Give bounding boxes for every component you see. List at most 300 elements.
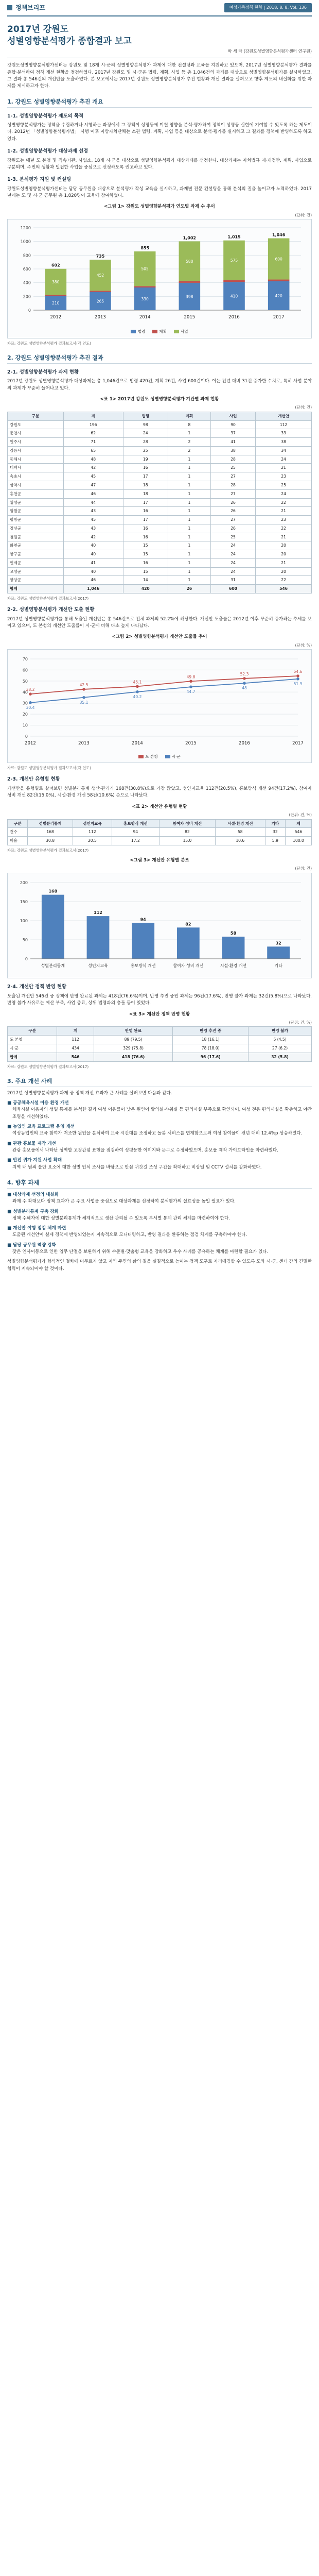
table-cell: 합계 bbox=[8, 585, 64, 594]
table-cell: 1 bbox=[168, 550, 210, 559]
table-cell: 96 (17.6) bbox=[173, 1053, 249, 1061]
table-header-cell: 계 bbox=[286, 819, 312, 828]
section-4-title: 4. 향후 과제 bbox=[7, 1178, 312, 1189]
table-cell: 8 bbox=[168, 420, 210, 429]
table-cell: 1 bbox=[168, 541, 210, 550]
table-cell: 40 bbox=[63, 567, 123, 576]
bar bbox=[87, 916, 110, 959]
chart-2-box bbox=[7, 649, 312, 763]
table-2-unit: (단위: 건, %) bbox=[289, 812, 312, 817]
title-block bbox=[7, 16, 312, 58]
x-tick-label: 2016 bbox=[228, 315, 240, 320]
x-tick-label: 시설·환경 개선 bbox=[220, 963, 247, 968]
table-cell: 28 bbox=[210, 455, 255, 464]
table-cell: 14 bbox=[123, 576, 168, 585]
case-item-body: 체육시설 이용자의 성별 통계를 분석한 결과 여성 이용률이 낮은 원인이 탈의실·샤워실 등 편의시설 부족으로 확인되어, 여성 전용 편의시설을 확충하고 야간 조명을 개선하였다. bbox=[12, 1107, 312, 1120]
case-item-head: ■ 관광 홍보물 제작 개선 bbox=[7, 1141, 56, 1146]
table-2-header-row bbox=[8, 819, 312, 828]
table-row bbox=[8, 507, 312, 516]
y-tick-label: 30 bbox=[22, 701, 28, 706]
table-cell: 34 bbox=[256, 446, 312, 455]
x-tick-label: 성별분리통계 bbox=[41, 963, 65, 968]
table-cell: 1 bbox=[168, 507, 210, 516]
table-cell: 속초시 bbox=[8, 472, 64, 481]
table-cell: 1 bbox=[168, 558, 210, 567]
y-tick-label: 600 bbox=[23, 267, 31, 272]
case-item bbox=[7, 1157, 312, 1171]
total-label: 735 bbox=[96, 254, 105, 259]
data-point bbox=[82, 688, 85, 691]
case-item-head: ■ 공공체육시설 이용 환경 개선 bbox=[7, 1100, 69, 1106]
table-cell: 강릉시 bbox=[8, 446, 64, 455]
table-cell: 춘천시 bbox=[8, 429, 64, 438]
table-header-cell: 계 bbox=[63, 412, 123, 420]
data-label: 44.7 bbox=[186, 689, 196, 694]
data-point bbox=[243, 677, 246, 680]
x-tick-label: 성인지교육 bbox=[88, 963, 108, 968]
table-3-header-row bbox=[8, 1027, 312, 1036]
table-cell: 도 본청 bbox=[8, 1036, 57, 1044]
table-cell: 112 bbox=[256, 420, 312, 429]
title-line-2: 성별영향분석평가 종합결과 보고 bbox=[7, 36, 132, 46]
table-cell: 화천군 bbox=[8, 541, 64, 550]
y-tick-label: 50 bbox=[22, 679, 28, 684]
table-header-cell: 반영 불가 bbox=[249, 1027, 312, 1036]
table-cell: 98 bbox=[123, 420, 168, 429]
x-tick-label: 2017 bbox=[292, 741, 304, 747]
bar bbox=[42, 895, 64, 959]
bar-segment bbox=[223, 280, 245, 282]
issue-badge: 여성가족정책 현황 | 2018. 8. 8. Vol. 136 bbox=[224, 3, 312, 12]
section-3-text: 2017년 성별영향분석평가 과제 중 정책 개선 효과가 큰 사례를 살펴보면 다음과 같다. bbox=[7, 1090, 172, 1096]
table-2 bbox=[7, 819, 312, 845]
table-cell: 26 bbox=[210, 498, 255, 507]
table-cell: 인제군 bbox=[8, 558, 64, 567]
table-1-unit: (단위: 건) bbox=[295, 405, 312, 410]
table-row bbox=[8, 550, 312, 559]
section-1-2-text: 강원도는 매년 도 본청 및 직속기관, 사업소, 18개 시·군을 대상으로 성별영향분석평가 대상과제를 선정한다. 대상과제는 자치법규 제·개정안, 계획, 사업으로 구분되며, 주민의 생활과 밀접한 사업을 중심으로 선정하도록 권고하고 있다. bbox=[7, 158, 312, 170]
task-item bbox=[7, 1225, 312, 1239]
table-cell: 2 bbox=[168, 438, 210, 447]
data-point bbox=[136, 690, 139, 693]
x-tick-label: 2015 bbox=[185, 741, 197, 747]
section-2-title: 2. 강원도 성별영향분석평가 추진 결과 bbox=[7, 353, 312, 364]
x-tick-label: 2014 bbox=[132, 741, 143, 747]
task-item-head: ■ 성별분리통계 구축 강화 bbox=[7, 1209, 59, 1214]
data-label: 600 bbox=[275, 257, 282, 262]
case-item-body: 관광 홍보물에서 나타난 성역할 고정관념 표현을 점검하여 성평등한 이미지와 문구로 수정하였으며, 홍보물 제작 가이드라인을 마련하였다. bbox=[12, 1147, 278, 1153]
x-tick-label: 홍보방식 개선 bbox=[130, 963, 156, 968]
table-cell: 17.2 bbox=[112, 837, 159, 845]
brand-label: 정책브리프 bbox=[15, 4, 45, 11]
section-2-4-title: 2-4. 개선안 정책 반영 현황 bbox=[7, 984, 67, 990]
x-tick-label: 2017 bbox=[273, 315, 285, 320]
closing-paragraph: 성별영향분석평가가 형식적인 절차에 머무르지 않고 지역 주민의 삶의 질을 실질적으로 높이는 정책 도구로 자리매김할 수 있도록 도와 시·군, 센터 간의 긴밀한 협력이 지속되어야 할 것이다. bbox=[7, 1259, 312, 1272]
table-cell: 100.0 bbox=[286, 837, 312, 845]
table-cell: 89 (79.5) bbox=[94, 1036, 172, 1044]
table-cell: 정선군 bbox=[8, 524, 64, 533]
legend-swatch bbox=[152, 330, 157, 333]
legend-label: 계획 bbox=[159, 329, 167, 334]
data-label: 505 bbox=[141, 267, 149, 272]
table-cell: 1 bbox=[168, 489, 210, 498]
table-cell: 25 bbox=[123, 446, 168, 455]
case-item-body: 여성농업인의 교육 참여가 저조한 원인을 분석하여 교육 시간대를 조정하고 돌봄 서비스를 연계함으로써 여성 참여율이 전년 대비 12.4%p 상승하였다. bbox=[12, 1131, 303, 1137]
x-tick-label: 참여자 성비 개선 bbox=[173, 963, 204, 968]
table-cell: 24 bbox=[210, 541, 255, 550]
table-1-source: 자료: 강원도 성별영향분석평가 결과보고서(2017) bbox=[7, 596, 89, 601]
table-header-cell: 기타 bbox=[265, 819, 285, 828]
table-cell: 1 bbox=[168, 516, 210, 524]
data-point bbox=[29, 701, 32, 704]
table-cell: 1 bbox=[168, 472, 210, 481]
table-cell: 21 bbox=[256, 464, 312, 472]
table-cell: 25 bbox=[210, 533, 255, 541]
data-label: 210 bbox=[52, 301, 60, 306]
table-row bbox=[8, 446, 312, 455]
table-row bbox=[8, 472, 312, 481]
data-label: 575 bbox=[230, 258, 238, 263]
section-2-2-title: 2-2. 성별영향분석평가 개선안 도출 현황 bbox=[7, 607, 95, 613]
table-cell: 38 bbox=[210, 446, 255, 455]
table-header-cell: 참여자 성비 개선 bbox=[160, 819, 216, 828]
data-label: 112 bbox=[94, 910, 102, 916]
table-header-cell: 계 bbox=[57, 1027, 94, 1036]
task-item bbox=[7, 1209, 312, 1223]
total-label: 1,002 bbox=[183, 235, 196, 241]
table-header-cell: 반영 추진 중 bbox=[173, 1027, 249, 1036]
data-label: 452 bbox=[96, 273, 104, 278]
table-cell: 16 bbox=[123, 507, 168, 516]
table-cell: 철원군 bbox=[8, 533, 64, 541]
intro-paragraph: 강원도성별영향분석평가센터는 강원도 및 18개 시·군의 성별영향분석평가 과제에 대한 컨설팅과 교육을 지원하고 있으며, 2017년 성별영향분석평가 결과를 종합·분석하여 정책 개선 현황을 점검하였다. 2017년 강원도 및 시·군은 법령, 계획, 사업 등 총 1,046건의 과제를 대상으로 성별영향분석평가를 실시하였고, 그 결과 총 546건의 개선안을 도출하였다. 본 보고에서는 2017년 강원도 성별영향분석평가 추진 현황과 개선 결과를 살펴보고 향후 제도의 내실화를 위한 과제를 제시하고자 한다. bbox=[7, 63, 312, 89]
table-cell: 24 bbox=[256, 489, 312, 498]
table-cell: 420 bbox=[123, 585, 168, 594]
table-cell: 418 (76.6) bbox=[94, 1053, 172, 1061]
table-header-cell: 사업 bbox=[210, 412, 255, 420]
table-cell: 546 bbox=[256, 585, 312, 594]
table-cell: 27 bbox=[210, 489, 255, 498]
data-label: 330 bbox=[141, 297, 149, 302]
table-cell: 동해시 bbox=[8, 455, 64, 464]
table-cell: 45 bbox=[63, 472, 123, 481]
legend-swatch bbox=[138, 755, 144, 758]
case-item bbox=[7, 1141, 312, 1155]
data-label: 38.2 bbox=[26, 687, 35, 692]
data-label: 45.1 bbox=[133, 680, 142, 685]
table-cell: 71 bbox=[63, 438, 123, 447]
data-point bbox=[189, 680, 192, 683]
brand bbox=[7, 3, 45, 13]
table-3-body bbox=[8, 1036, 312, 1061]
total-label: 602 bbox=[51, 263, 60, 268]
y-tick-label: 50 bbox=[22, 937, 28, 942]
table-cell: 21 bbox=[256, 533, 312, 541]
y-tick-label: 100 bbox=[20, 918, 28, 923]
table-cell: 홍천군 bbox=[8, 489, 64, 498]
section-1-3-text: 강원도성별영향분석평가센터는 담당 공무원을 대상으로 분석평가 작성 교육을 실시하고, 과제별 전문 컨설팅을 통해 분석의 질을 높이고자 노력하였다. 2017년에는 도 및 시·군 공무원 총 1,820명이 교육에 참여하였다. bbox=[7, 186, 312, 199]
chart-1-caption: <그림 1> 강원도 성별영향분석평가 연도별 과제 수 추이 bbox=[104, 204, 215, 210]
y-tick-label: 60 bbox=[22, 668, 28, 673]
table-cell: 46 bbox=[63, 576, 123, 585]
table-cell: 42 bbox=[63, 533, 123, 541]
table-1-caption: <표 1> 2017년 강원도 성별영향분석평가 기관별 과제 현황 bbox=[100, 396, 219, 402]
table-row bbox=[8, 567, 312, 576]
table-cell: 26 bbox=[168, 585, 210, 594]
table-cell: 24 bbox=[210, 558, 255, 567]
table-3-source: 자료: 강원도 성별영향분석평가 결과보고서(2017) bbox=[7, 1064, 89, 1069]
table-cell: 27 bbox=[210, 516, 255, 524]
table-total-row bbox=[8, 1053, 312, 1061]
legend-item bbox=[152, 329, 167, 335]
y-tick-label: 0 bbox=[28, 308, 31, 313]
data-label: 32 bbox=[275, 941, 281, 946]
legend-item bbox=[165, 754, 181, 760]
table-header-cell: 성인지교육 bbox=[73, 819, 112, 828]
bar bbox=[267, 946, 290, 959]
table-3 bbox=[7, 1026, 312, 1061]
table-row bbox=[8, 533, 312, 541]
legend-label: 사업 bbox=[180, 329, 188, 334]
table-cell: 건수 bbox=[8, 828, 28, 837]
section-1-1-title: 1-1. 성별영향분석평가 제도의 목적 bbox=[7, 113, 84, 119]
table-row bbox=[8, 429, 312, 438]
table-cell: 546 bbox=[57, 1053, 94, 1061]
table-cell: 37 bbox=[210, 429, 255, 438]
total-label: 1,015 bbox=[227, 235, 241, 240]
table-2-source: 자료: 강원도 성별영향분석평가 결과보고서(2017) bbox=[7, 848, 89, 853]
y-tick-label: 1200 bbox=[20, 226, 31, 231]
data-point bbox=[82, 696, 85, 699]
table-cell: 원주시 bbox=[8, 438, 64, 447]
chart-1-svg bbox=[10, 222, 308, 325]
table-row bbox=[8, 516, 312, 524]
table-cell: 43 bbox=[63, 507, 123, 516]
table-cell: 28 bbox=[123, 438, 168, 447]
x-tick-label: 기타 bbox=[274, 963, 282, 968]
section-2-2-text: 2017년 성별영향분석평가를 통해 도출된 개선안은 총 546건으로 전체 과제의 52.2%에 해당한다. 개선안 도출률은 2012년 이후 꾸준히 증가하는 추세를 보이고 있으며, 도 본청의 개선안 도출률이 시·군에 비해 다소 높게 나타났다. bbox=[7, 616, 312, 629]
table-cell: 영월군 bbox=[8, 507, 64, 516]
table-header-cell: 성별분리통계 bbox=[28, 819, 73, 828]
table-cell: 46 bbox=[63, 489, 123, 498]
table-1-header-row bbox=[8, 412, 312, 420]
task-list bbox=[7, 1192, 312, 1256]
y-tick-label: 400 bbox=[23, 281, 31, 286]
table-cell: 196 bbox=[63, 420, 123, 429]
table-cell: 62 bbox=[63, 429, 123, 438]
legend-item bbox=[131, 329, 145, 335]
table-cell: 26 bbox=[210, 524, 255, 533]
chart-3-unit: (단위: 건) bbox=[295, 866, 312, 871]
legend-label: 시·군 bbox=[171, 754, 181, 759]
section-2-3-text: 개선안을 유형별로 살펴보면 성별분리통계 생산·관리가 168건(30.8%)으로 가장 많았고, 성인지교육 112건(20.5%), 홍보방식 개선 94건(17.2%), 참여자 성비 개선 82건(15.0%), 시설·환경 개선 58건(10.6%) 순으로 나타났다. bbox=[7, 786, 312, 799]
task-item-body: 도출된 개선안이 실제 정책에 반영되었는지 지속적으로 모니터링하고, 반영 결과를 환류하는 점검 체계를 구축하여야 한다. bbox=[12, 1232, 247, 1238]
table-cell: 평창군 bbox=[8, 516, 64, 524]
x-tick-label: 2014 bbox=[139, 315, 151, 320]
table-1 bbox=[7, 412, 312, 594]
table-cell: 22 bbox=[256, 576, 312, 585]
table-row bbox=[8, 464, 312, 472]
bar bbox=[222, 937, 245, 959]
chart-2-unit: (단위: %) bbox=[295, 642, 312, 648]
table-cell: 1 bbox=[168, 576, 210, 585]
table-row bbox=[8, 558, 312, 567]
data-point bbox=[296, 674, 299, 677]
total-label: 855 bbox=[140, 246, 150, 251]
table-cell: 168 bbox=[28, 828, 73, 837]
data-label: 48 bbox=[242, 686, 247, 691]
y-tick-label: 800 bbox=[23, 253, 31, 258]
table-cell: 15.0 bbox=[160, 837, 216, 845]
table-cell: 비율 bbox=[8, 837, 28, 845]
table-cell: 546 bbox=[286, 828, 312, 837]
table-row bbox=[8, 489, 312, 498]
top-header bbox=[7, 0, 312, 16]
table-cell: 양구군 bbox=[8, 550, 64, 559]
section-2-1-title: 2-1. 성별영향분석평가 과제 현황 bbox=[7, 369, 79, 375]
table-cell: 태백시 bbox=[8, 464, 64, 472]
table-cell: 횡성군 bbox=[8, 498, 64, 507]
table-cell: 23 bbox=[256, 472, 312, 481]
bar-segment bbox=[268, 280, 290, 281]
table-cell: 24 bbox=[210, 567, 255, 576]
chart-2-source: 자료: 강원도 성별영향분석평가 결과보고서(각 연도) bbox=[7, 766, 91, 771]
section-1-title: 1. 강원도 성별영향분석평가 추진 개요 bbox=[7, 97, 312, 108]
legend-label: 법령 bbox=[137, 329, 146, 334]
table-cell: 17 bbox=[123, 472, 168, 481]
table-header-cell: 구분 bbox=[8, 1027, 57, 1036]
table-cell: 41 bbox=[210, 438, 255, 447]
x-tick-label: 2015 bbox=[184, 315, 196, 320]
data-label: 30.4 bbox=[26, 705, 35, 710]
table-cell: 112 bbox=[73, 828, 112, 837]
x-tick-label: 2016 bbox=[239, 741, 250, 747]
table-cell: 43 bbox=[63, 524, 123, 533]
table-3-caption: <표 3> 개선안 정책 반영 현황 bbox=[129, 1011, 190, 1017]
case-item-head: ■ 농업인 교육 프로그램 운영 개선 bbox=[7, 1124, 75, 1129]
page-title bbox=[7, 24, 312, 47]
table-row bbox=[8, 524, 312, 533]
table-cell: 시·군 bbox=[8, 1044, 57, 1053]
y-tick-label: 150 bbox=[20, 899, 28, 904]
chart-2-caption: <그림 2> 성별영향분석평가 개선안 도출률 추이 bbox=[112, 634, 207, 640]
table-cell: 합계 bbox=[8, 1053, 57, 1061]
table-cell: 1 bbox=[168, 524, 210, 533]
total-label: 1,046 bbox=[272, 232, 286, 238]
table-cell: 5 (4.5) bbox=[249, 1036, 312, 1044]
data-label: 49.8 bbox=[186, 674, 196, 680]
table-row bbox=[8, 576, 312, 585]
table-cell: 434 bbox=[57, 1044, 94, 1053]
legend-label: 도 본청 bbox=[145, 754, 158, 759]
table-cell: 5.9 bbox=[265, 837, 285, 845]
table-2-body bbox=[8, 828, 312, 845]
table-header-cell: 구분 bbox=[8, 412, 64, 420]
task-item-head: ■ 담당 공무원 역량 강화 bbox=[7, 1242, 56, 1248]
table-cell: 42 bbox=[63, 464, 123, 472]
table-cell: 1 bbox=[168, 498, 210, 507]
table-cell: 94 bbox=[112, 828, 159, 837]
data-label: 52.3 bbox=[240, 672, 249, 677]
table-cell: 58 bbox=[215, 828, 265, 837]
table-cell: 32 (5.8) bbox=[249, 1053, 312, 1061]
data-label: 168 bbox=[48, 889, 58, 894]
table-cell: 16 bbox=[123, 533, 168, 541]
table-cell: 20.5 bbox=[73, 837, 112, 845]
table-cell: 112 bbox=[57, 1036, 94, 1044]
table-cell: 15 bbox=[123, 541, 168, 550]
chart-1-source: 자료: 강원도 성별영향분석평가 결과보고서(각 연도) bbox=[7, 341, 91, 346]
table-cell: 16 bbox=[123, 558, 168, 567]
table-cell: 1 bbox=[168, 481, 210, 489]
table-cell: 19 bbox=[123, 455, 168, 464]
table-cell: 1 bbox=[168, 455, 210, 464]
table-cell: 20 bbox=[256, 550, 312, 559]
table-cell: 10.6 bbox=[215, 837, 265, 845]
table-header-cell: 홍보방식 개선 bbox=[112, 819, 159, 828]
chart-3-box bbox=[7, 873, 312, 978]
data-point bbox=[189, 686, 192, 689]
table-row bbox=[8, 455, 312, 464]
table-cell: 18 bbox=[123, 481, 168, 489]
table-cell: 양양군 bbox=[8, 576, 64, 585]
table-cell: 329 (75.8) bbox=[94, 1044, 172, 1053]
table-cell: 27 bbox=[210, 472, 255, 481]
y-tick-label: 10 bbox=[22, 723, 28, 728]
table-cell: 15 bbox=[123, 550, 168, 559]
section-3-title: 3. 주요 개선 사례 bbox=[7, 1077, 312, 1087]
table-cell: 1 bbox=[168, 429, 210, 438]
table-cell: 15 bbox=[123, 567, 168, 576]
data-point bbox=[296, 677, 299, 681]
table-cell: 16 bbox=[123, 524, 168, 533]
x-tick-label: 2013 bbox=[95, 315, 106, 320]
data-label: 42.5 bbox=[79, 683, 88, 688]
table-row bbox=[8, 1044, 312, 1053]
bar bbox=[132, 923, 154, 959]
data-label: 398 bbox=[186, 294, 193, 299]
chart-3-svg bbox=[10, 875, 308, 973]
table-cell: 40 bbox=[63, 541, 123, 550]
task-item bbox=[7, 1242, 312, 1256]
table-row bbox=[8, 837, 312, 845]
table-cell: 17 bbox=[123, 516, 168, 524]
table-cell: 47 bbox=[63, 481, 123, 489]
table-cell: 20 bbox=[256, 567, 312, 576]
case-item bbox=[7, 1124, 312, 1138]
table-row bbox=[8, 481, 312, 489]
table-cell: 강원도 bbox=[8, 420, 64, 429]
x-tick-label: 2012 bbox=[50, 315, 62, 320]
data-label: 420 bbox=[275, 294, 282, 299]
table-cell: 1 bbox=[168, 567, 210, 576]
table-cell: 45 bbox=[63, 516, 123, 524]
data-label: 380 bbox=[52, 280, 60, 285]
chart-1-unit: (단위: 건) bbox=[295, 212, 312, 217]
table-cell: 20 bbox=[256, 541, 312, 550]
table-cell: 31 bbox=[210, 576, 255, 585]
table-cell: 600 bbox=[210, 585, 255, 594]
task-item-head: ■ 개선안 이행 점검 체계 마련 bbox=[7, 1226, 66, 1231]
chart-1-legend bbox=[10, 329, 309, 335]
table-cell: 25 bbox=[210, 464, 255, 472]
table-cell: 78 (18.0) bbox=[173, 1044, 249, 1053]
table-row bbox=[8, 438, 312, 447]
title-line-1: 2017년 강원도 bbox=[7, 24, 68, 35]
section-1-3-title: 1-3. 분석평가 지원 및 컨설팅 bbox=[7, 177, 72, 183]
table-cell: 48 bbox=[63, 455, 123, 464]
table-cell: 44 bbox=[63, 498, 123, 507]
